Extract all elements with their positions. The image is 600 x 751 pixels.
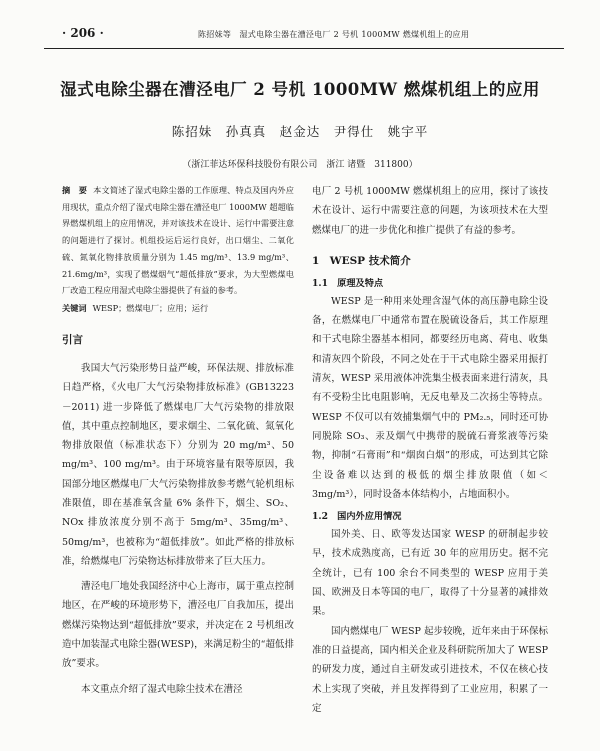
intro-paragraph: 我国大气污染形势日益严峻，环保法规、排放标准日趋严格，《火电厂大气污染物排放标准》(GB13223－2011) 进一步降低了燃煤电厂大气污染物的排放限值，其中重点控制地区，要求烟尘、二氧化硫、氮氧化物排放限值（标准状态下）分别为 20 mg/m³、50 mg/m³、100 mg/m³。由于环境容量有限等原因，我国部分地区燃煤电厂大气污染物排放参考燃气轮机组标准限值，即在基准氧含量 6% 条件下，烟尘、SO₂、NOx 排放浓度分别不高于 5mg/m³、35mg/m³、50mg/m³，也被称为“超低排放”。如此严格的排放标准，给燃煤电厂污染物达标排放带来了巨大压力。 bbox=[62, 362, 294, 567]
keywords-text: WESP；燃煤电厂；应用；运行 bbox=[92, 302, 209, 313]
page-number: · 206 · bbox=[62, 26, 104, 40]
page-bottom-edge bbox=[0, 741, 600, 751]
author-list: 陈招妹 孙真真 赵金达 尹得仕 姚宇平 bbox=[171, 124, 429, 139]
abstract bbox=[62, 182, 294, 299]
intro-paragraph: 漕泾电厂地处我国经济中心上海市，属于重点控制地区，在严峻的环境形势下，漕泾电厂自我加压，提出燃煤污染物达到“超低排放”要求，并决定在 2 号机组改造中加装湿式电除尘器(WESP)，来满足粉尘的“超低排放”要求。 bbox=[62, 581, 294, 670]
intro-heading: 引言 bbox=[62, 333, 83, 346]
running-title: 陈招妹等 湿式电除尘器在漕泾电厂 2 号机 1000MW 燃煤机组上的应用 bbox=[198, 30, 470, 39]
running-header bbox=[44, 22, 564, 49]
right-column bbox=[312, 182, 548, 718]
left-column bbox=[62, 182, 294, 699]
section-1-2-paragraph: 国内燃煤电厂 WESP 起步较晚，近年来由于环保标准的日益提高，国内相关企业及科研院所加大了 WESP 的研发力度，通过自主研发或引进技术，不仅在核心技术上实现了突破，并且发挥得到了工业应用，积累了一定 bbox=[312, 625, 548, 714]
abstract-label: 摘 要 bbox=[62, 185, 88, 195]
keywords bbox=[62, 300, 294, 316]
affiliation: （浙江菲达环保科技股份有限公司 浙江 诸暨 311800） bbox=[182, 160, 418, 170]
abstract-text: 本文简述了湿式电除尘器的工作原理、特点及国内外应用现状，重点介绍了湿式电除尘器在漕泾电厂 1000MW 超超临界燃煤机组上的应用情况，并对该技术在设计、运行中需要注意的问题进行了探讨。机组投运后运行良好，出口烟尘、二氧化硫、氮氧化物排放质量分别为 1.45 mg/m³、13.9 mg/m³、21.6mg/m³，实现了燃煤烟气“超低排放”要求，为大型燃煤电厂改造工程应用湿式电除尘器提供了有益的参考。 bbox=[62, 185, 294, 296]
section-1-1-heading: 1.1 原理及特点 bbox=[312, 277, 384, 289]
section-1-2-paragraph: 国外美、日、欧等发达国家 WESP 的研制起步较早，技术成熟度高，已有近 30 年的应用历史。据不完全统计，已有 100 余台不同类型的 WESP 应用于美国、欧洲及日本等国的电厂，取得了十分显著的减排效果。 bbox=[312, 529, 548, 618]
keywords-label: 关键词 bbox=[62, 302, 87, 313]
intro-continuation: 电厂 2 号机 1000MW 燃煤机组上的应用，探讨了该技术在设计、运行中需要注意的问题，为该项技术在大型燃煤电厂的进一步优化和推广提供了有益的参考。 bbox=[312, 186, 548, 236]
intro-paragraph: 本文重点介绍了湿式电除尘技术在漕泾 bbox=[81, 683, 243, 695]
section-1-2-heading: 1.2 国内外应用情况 bbox=[312, 511, 402, 523]
section-1-heading: 1 WESP 技术简介 bbox=[312, 254, 411, 267]
section-1-1-text: WESP 是一种用来处理含湿气体的高压静电除尘设备，在燃煤电厂中通常布置在脱硫设备后，其工作原理和干式电除尘器基本相同，都要经历电离、荷电、收集和清灰四个阶段，不同之处在于干式电除尘器采用振打清灰，WESP 采用液体冲洗集尘极表面来进行清灰，具有不受粉尘比电阻影响，无反电晕及二次扬尘等特点。WESP 不仅可以有效捕集烟气中的 PM₂.₅，同时还可协同脱除 SO₃、汞及烟气中携带的脱硫石膏浆液等污染物，抑制“石膏雨”和“烟囱白烟”的形成，可达到其它除尘设备难以达到的极低的烟尘排放限值（如＜3mg/m³），同时设备本体结构小，占地面积小。 bbox=[312, 295, 548, 500]
paper-title: 湿式电除尘器在漕泾电厂 2 号机 1000MW 燃煤机组上的应用 bbox=[60, 80, 540, 99]
